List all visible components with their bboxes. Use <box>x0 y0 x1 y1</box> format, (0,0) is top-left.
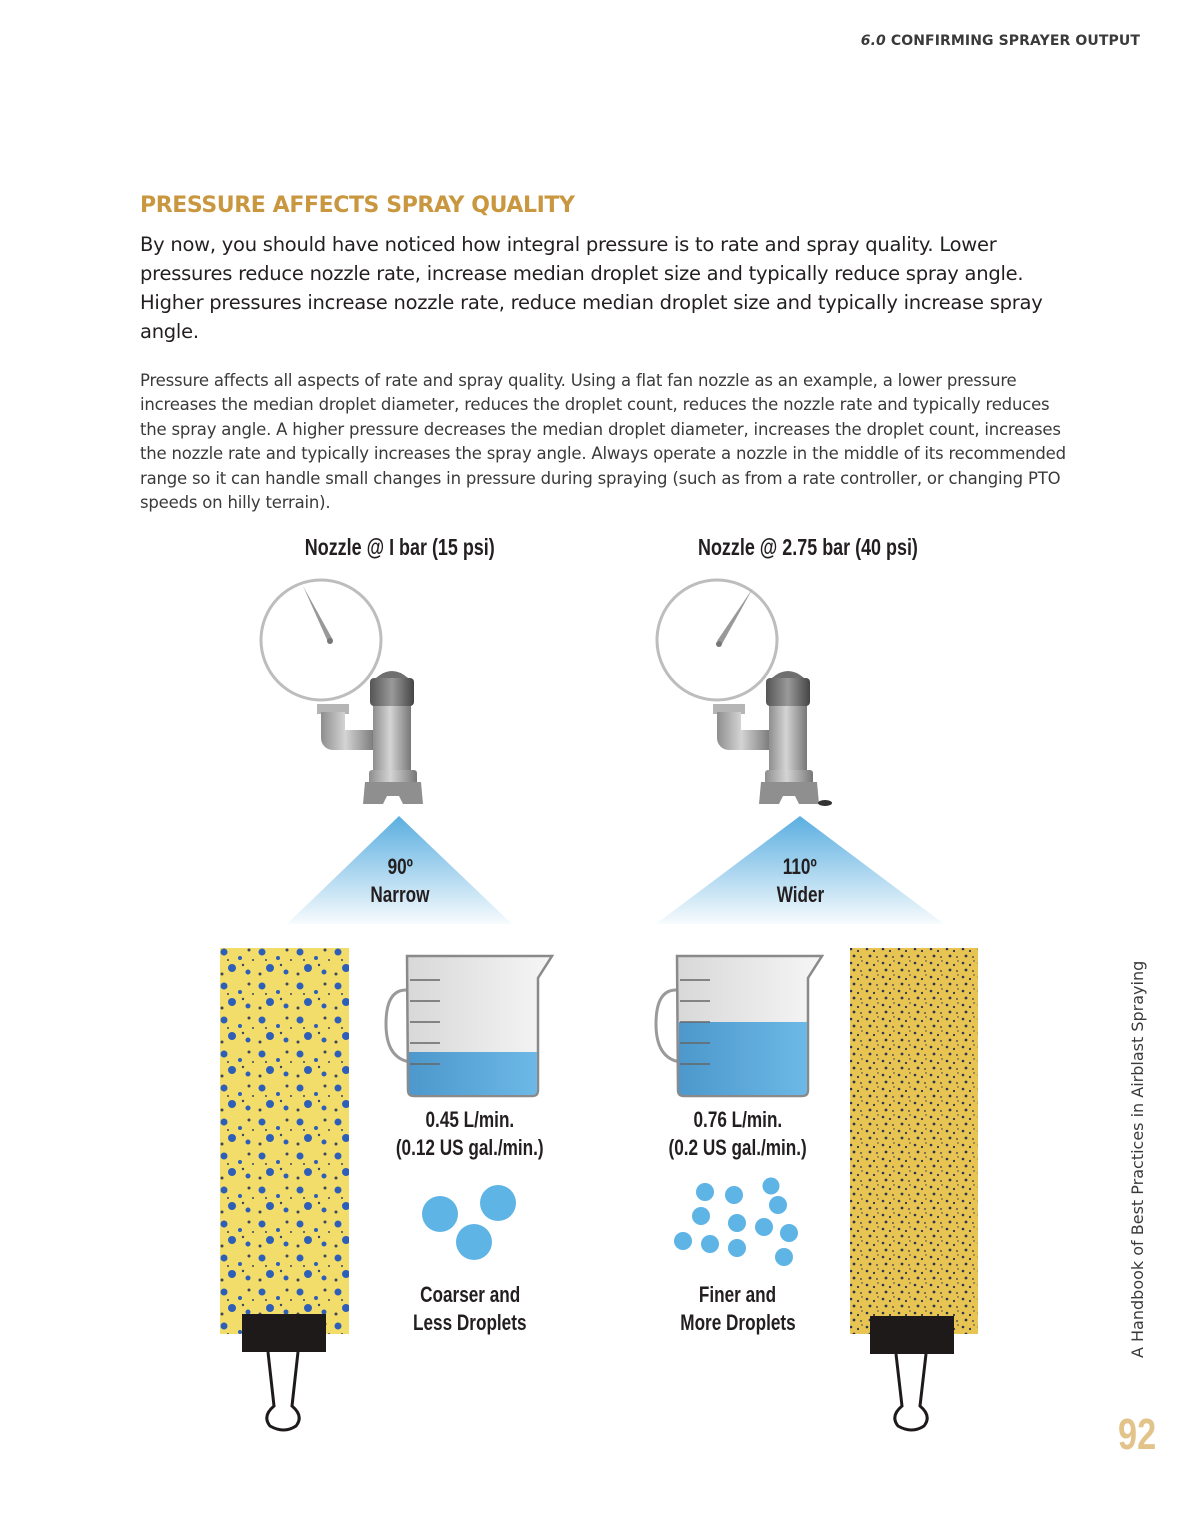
coarse-spray-card-icon <box>218 946 358 1446</box>
coarse-droplets-icon <box>418 1180 538 1270</box>
high-pressure-title: Nozzle @ 2.75 bar (40 psi) <box>698 534 918 560</box>
high-pressure-gauge-nozzle-icon <box>655 578 865 808</box>
lead-paragraph: By now, you should have noticed how integral pressure is to rate and spray quality. Lower pressures reduce nozzle rate, increase median droplet size and typically reduce spray angle. Higher pressures increase nozzle rate, reduce median droplet size and typically increase spray angle. <box>140 233 1043 343</box>
low-pressure-gauge-nozzle-icon <box>255 582 455 812</box>
low-angle-label: 90º Narrow <box>370 854 430 907</box>
running-header <box>861 33 1140 49</box>
book-title: A Handbook of Best Practices in Airblast Spraying <box>1128 960 1147 1358</box>
section-header-title: CONFIRMING SPRAYER OUTPUT <box>890 33 1140 49</box>
section-title: PRESSURE AFFECTS SPRAY QUALITY <box>140 193 575 218</box>
high-rate-label: 0.76 L/min. (0.2 US gal./min.) <box>668 1107 807 1160</box>
low-rate-measuring-jug-icon <box>380 952 560 1102</box>
coarse-droplets-label: Coarser and Less Droplets <box>413 1282 527 1335</box>
low-rate-label: 0.45 L/min. (0.12 US gal./min.) <box>396 1107 544 1160</box>
section-number: 6.0 <box>860 33 886 49</box>
fine-spray-card-icon <box>848 946 988 1446</box>
low-pressure-title: Nozzle @ I bar (15 psi) <box>305 534 495 560</box>
body-paragraph: Pressure affects all aspects of rate and spray quality. Using a flat fan nozzle as an example, a lower pressure increases the median droplet diameter, reduces the droplet count, reduces the nozzle rate and typically reduces the spray angle. A higher pressure decreases the median droplet diameter, increases the droplet count, increases the nozzle rate and typically increases the spray angle. Always operate a nozzle in the middle of its recommended range so it can handle small changes in pressure during spraying (such as from a rate controller, or changing PTO speeds on hilly terrain). <box>140 371 1066 513</box>
fine-droplets-icon <box>670 1175 810 1275</box>
page-number: 92 <box>1118 1410 1157 1459</box>
high-rate-measuring-jug-icon <box>650 952 830 1102</box>
fine-droplets-label: Finer and More Droplets <box>680 1282 796 1335</box>
high-angle-label: 110º Wider <box>776 854 824 907</box>
